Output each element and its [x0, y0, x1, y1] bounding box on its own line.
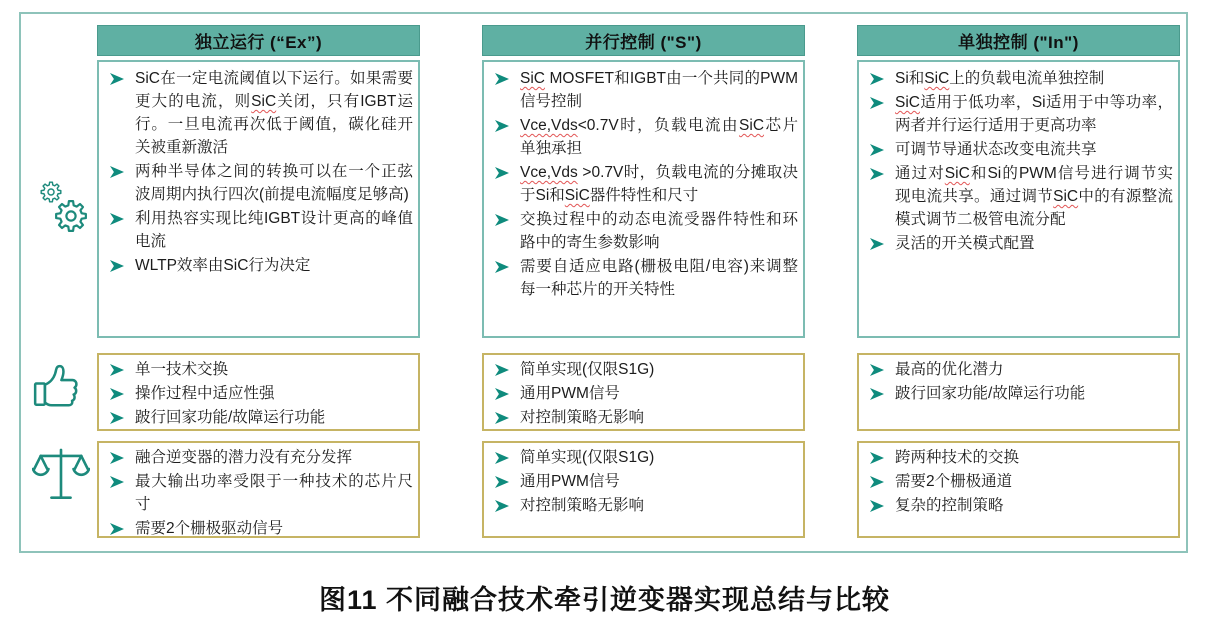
- bullet-list: [863, 446, 1173, 517]
- bullet-text: 通用PWM信号: [520, 473, 620, 490]
- main-points-box-ex: [97, 60, 420, 338]
- arrow-bullet-icon: [870, 73, 884, 85]
- bullet-item: [103, 517, 413, 538]
- main-points-box-in: [857, 60, 1180, 338]
- bullet-text: 操作过程中适应性强: [135, 385, 275, 402]
- arrow-bullet-icon: [495, 388, 509, 400]
- bullet-item: [103, 470, 413, 516]
- arrow-bullet-icon: [870, 168, 884, 180]
- arrow-bullet-icon: [870, 388, 884, 400]
- arrow-bullet-icon: [495, 261, 509, 273]
- arrow-bullet-icon: [870, 144, 884, 156]
- bullet-list: [488, 358, 798, 429]
- arrow-bullet-icon: [495, 73, 509, 85]
- bullet-list: [103, 358, 413, 429]
- header-parallel-control-s: [482, 25, 805, 56]
- bullet-text: 通用PWM信号: [520, 385, 620, 402]
- bullet-item: [863, 67, 1173, 90]
- arrow-bullet-icon: [110, 476, 124, 488]
- arrow-bullet-icon: [870, 452, 884, 464]
- arrow-bullet-icon: [495, 120, 509, 132]
- bullet-text: 融合逆变器的潜力没有充分发挥: [135, 449, 353, 466]
- bullet-item: [103, 406, 413, 429]
- bullet-item: [103, 358, 413, 381]
- bullet-item: [863, 91, 1173, 137]
- figure-caption: 图11 不同融合技术牵引逆变器实现总结与比较: [318, 585, 891, 615]
- bullet-text: WLTP效率由SiC行为决定: [135, 257, 311, 274]
- bullet-item: [488, 161, 798, 207]
- bullet-item: [103, 207, 413, 253]
- bullet-list: [488, 446, 798, 517]
- bullet-item: [103, 382, 413, 405]
- bullet-text: Vce,Vds >0.7V时，负载电流的分摊取决于Si和SiC器件特性和尺寸: [520, 164, 798, 204]
- arrow-bullet-icon: [495, 364, 509, 376]
- bullet-text: Vce,Vds<0.7V时，负载电流由SiC芯片单独承担: [520, 117, 798, 157]
- bullet-item: [488, 470, 798, 493]
- arrow-bullet-icon: [870, 238, 884, 250]
- bullet-text: 通过对SiC和Si的PWM信号进行调节实现电流共享。通过调节SiC中的有源整流模式调节二极管电流分配: [895, 165, 1173, 228]
- header-label: 独立运行 (“Ex”): [194, 33, 323, 52]
- arrow-bullet-icon: [110, 260, 124, 272]
- gears-icon: [35, 178, 91, 241]
- cons-box-in: [857, 441, 1180, 538]
- bullet-item: [103, 446, 413, 469]
- header-individual-control-in: [857, 25, 1180, 56]
- arrow-bullet-icon: [495, 214, 509, 226]
- header-label: 单独控制 ("In"): [958, 33, 1079, 52]
- bullet-item: [103, 160, 413, 206]
- bullet-item: [488, 114, 798, 160]
- bullet-list: [103, 67, 413, 277]
- bullet-item: [863, 470, 1173, 493]
- bullet-item: [863, 494, 1173, 517]
- bullet-text: 复杂的控制策略: [895, 497, 1004, 514]
- arrow-bullet-icon: [495, 412, 509, 424]
- bullet-text: 最大输出功率受限于一种技术的芯片尺寸: [135, 473, 413, 513]
- bullet-item: [488, 358, 798, 381]
- bullet-item: [863, 446, 1173, 469]
- arrow-bullet-icon: [495, 500, 509, 512]
- pros-box-in: [857, 353, 1180, 431]
- bullet-item: [488, 208, 798, 254]
- bullet-item: [103, 254, 413, 277]
- arrow-bullet-icon: [495, 452, 509, 464]
- bullet-text: 对控制策略无影响: [520, 409, 645, 426]
- bullet-list: [488, 67, 798, 301]
- bullet-text: SiC适用于低功率，Si适用于中等功率，两者并行运行适用于更高功率: [895, 94, 1173, 134]
- bullet-item: [488, 494, 798, 517]
- cons-box-s: [482, 441, 805, 538]
- bullet-item: [863, 382, 1173, 405]
- bullet-item: [863, 162, 1173, 231]
- arrow-bullet-icon: [870, 364, 884, 376]
- bullet-list: [863, 358, 1173, 405]
- pros-box-ex: [97, 353, 420, 431]
- bullet-item: [863, 138, 1173, 161]
- arrow-bullet-icon: [110, 166, 124, 178]
- bullet-text: 跛行回家功能/故障运行功能: [135, 409, 326, 426]
- arrow-bullet-icon: [870, 97, 884, 109]
- bullet-item: [863, 232, 1173, 255]
- bullet-text: 最高的优化潜力: [895, 361, 1004, 378]
- bullet-text: 两种半导体之间的转换可以在一个正弦波周期内执行四次(前提电流幅度足够高): [135, 163, 413, 203]
- bullet-item: [488, 446, 798, 469]
- arrow-bullet-icon: [870, 500, 884, 512]
- bullet-text: 交换过程中的动态电流受器件特性和环路中的寄生参数影响: [520, 211, 798, 251]
- bullet-text: 需要自适应电路(栅极电阻/电容)来调整每一种芯片的开关特性: [520, 258, 798, 298]
- scales-icon: [32, 444, 90, 511]
- arrow-bullet-icon: [110, 388, 124, 400]
- arrow-bullet-icon: [110, 452, 124, 464]
- bullet-text: 跛行回家功能/故障运行功能: [895, 385, 1086, 402]
- bullet-text: 利用热容实现比纯IGBT设计更高的峰值电流: [135, 210, 413, 250]
- bullet-item: [488, 406, 798, 429]
- bullet-text: 对控制策略无影响: [520, 497, 645, 514]
- arrow-bullet-icon: [110, 364, 124, 376]
- main-points-box-s: [482, 60, 805, 338]
- bullet-text: SiC在一定电流阈值以下运行。如果需要更大的电流，则SiC关闭，只有IGBT运行。一旦电流再次低于阈值，碳化硅开关被重新激活: [135, 70, 413, 156]
- bullet-text: 跨两种技术的交换: [895, 449, 1020, 466]
- header-label: 并行控制 ("S"): [585, 33, 702, 52]
- pros-box-s: [482, 353, 805, 431]
- thumbs-up-icon: [30, 356, 85, 416]
- bullet-item: [488, 382, 798, 405]
- arrow-bullet-icon: [870, 476, 884, 488]
- bullet-text: 需要2个栅极驱动信号: [135, 520, 284, 537]
- arrow-bullet-icon: [110, 523, 124, 535]
- bullet-item: [488, 255, 798, 301]
- bullet-item: [103, 67, 413, 159]
- bullet-list: [863, 67, 1173, 255]
- bullet-list: [103, 446, 413, 538]
- arrow-bullet-icon: [110, 412, 124, 424]
- header-independent-operation-ex: [97, 25, 420, 56]
- arrow-bullet-icon: [110, 73, 124, 85]
- cons-box-ex: [97, 441, 420, 538]
- arrow-bullet-icon: [495, 476, 509, 488]
- bullet-text: 需要2个栅极通道: [895, 473, 1013, 490]
- arrow-bullet-icon: [110, 213, 124, 225]
- bullet-text: 简单实现(仅限S1G): [520, 449, 655, 466]
- arrow-bullet-icon: [495, 167, 509, 179]
- bullet-item: [863, 358, 1173, 381]
- bullet-text: Si和SiC上的负载电流单独控制: [895, 70, 1105, 87]
- bullet-text: 灵活的开关模式配置: [895, 235, 1035, 252]
- bullet-item: [488, 67, 798, 113]
- bullet-text: 简单实现(仅限S1G): [520, 361, 655, 378]
- bullet-text: 可调节导通状态改变电流共享: [895, 141, 1097, 158]
- bullet-text: 单一技术交换: [135, 361, 229, 378]
- bullet-text: SiC MOSFET和IGBT由一个共同的PWM信号控制: [520, 70, 798, 110]
